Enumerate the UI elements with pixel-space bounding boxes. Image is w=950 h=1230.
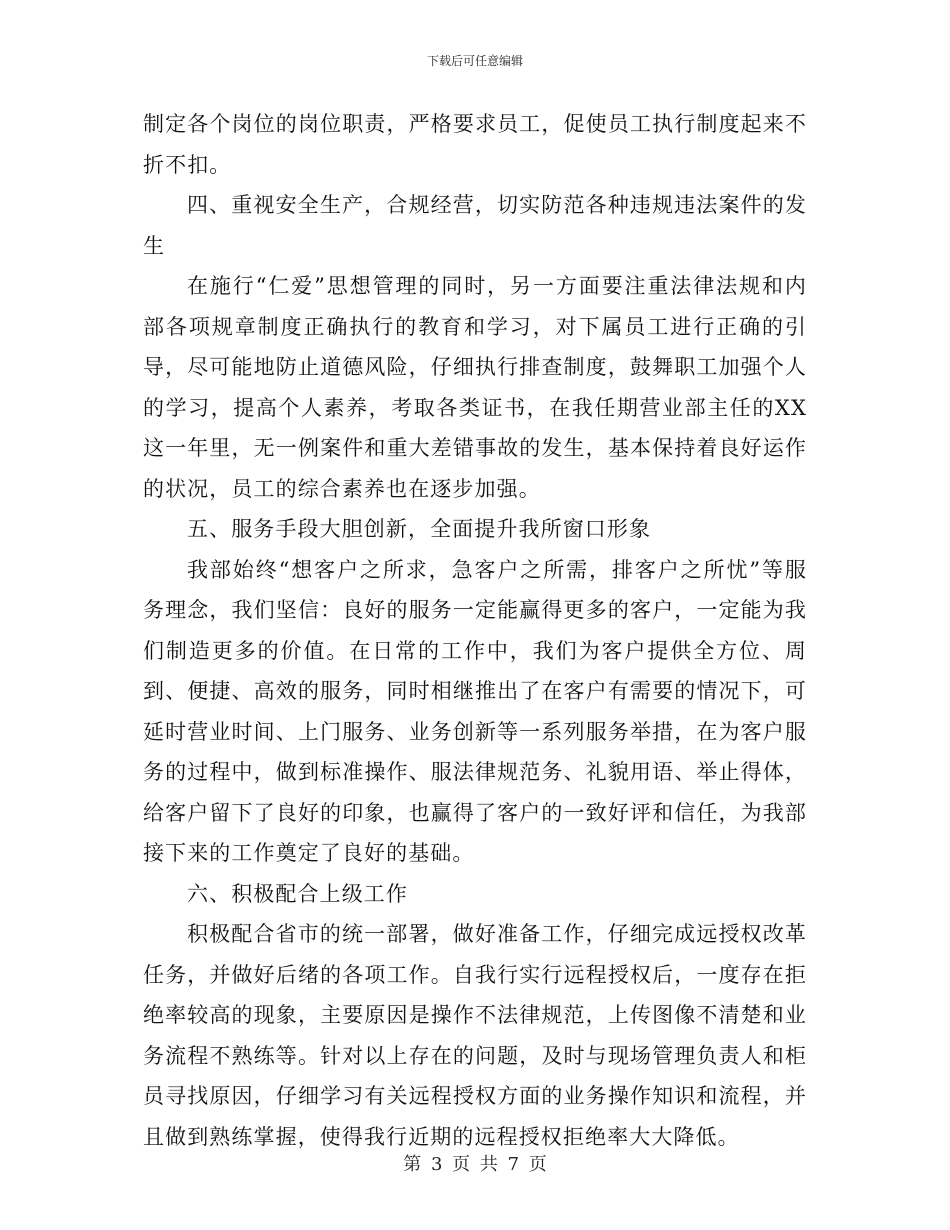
paragraph-4: 积极配合省市的统一部署，做好准备工作，仔细完成远授权改革任务，并做好后绪的各项工作。自我行实行远程授权后，一度存在拒绝率较高的现象，主要原因是操作不法律规范，上传图像不清楚和业务流程不熟练等。针对以上存在的问题，及时与现场管理负责人和柜员寻找原因，仔细学习有关远程授权方面的业务操作知识和流程，并且做到熟练掌握，使得我行近期的远程授权拒绝率大大降低。 [143,922,807,1149]
page-number: 第 3 页 共 7 页 [403,1154,547,1175]
document-body [143,104,807,1157]
page-header: 下载后可任意编辑 [426,54,523,68]
section-heading-6: 六、积极配合上级工作 [187,881,408,906]
paragraph-3: 我部始终“想客户之所求，急客户之所需，排客户之所忧”等服务理念，我们坚信：良好的服务一定能赢得更多的客户，一定能为我们制造更多的价值。在日常的工作中，我们为客户提供全方位、周到、便捷、高效的服务，同时相继推出了在客户有需要的情况下，可延时营业时间、上门服务、业务创新等一系列服务举措，在为客户服务的过程中，做到标准操作、服法律规范务、礼貌用语、举止得体，给客户留下了良好的印象，也赢得了客户的一致好评和信任，为我部接下来的工作奠定了良好的基础。 [143,557,807,865]
section-heading-4: 四、重视安全生产，合规经营，切实防范各种违规违法案件的发生 [143,193,807,258]
paragraph-2: 在施行“仁爱”思想管理的同时，另一方面要注重法律法规和内部各项规章制度正确执行的教育和学习，对下属员工进行正确的引导，尽可能地防止道德风险，仔细执行排查制度，鼓舞职工加强个人的学习，提高个人素养，考取各类证书，在我任期营业部主任的XX这一年里，无一例案件和重大差错事故的发生，基本保持着良好运作的状况，员工的综合素养也在逐步加强。 [143,274,807,501]
paragraph-1: 制定各个岗位的岗位职责，严格要求员工，促使员工执行制度起来不折不扣。 [143,112,807,177]
section-heading-5: 五、服务手段大胆创新，全面提升我所窗口形象 [187,517,652,541]
